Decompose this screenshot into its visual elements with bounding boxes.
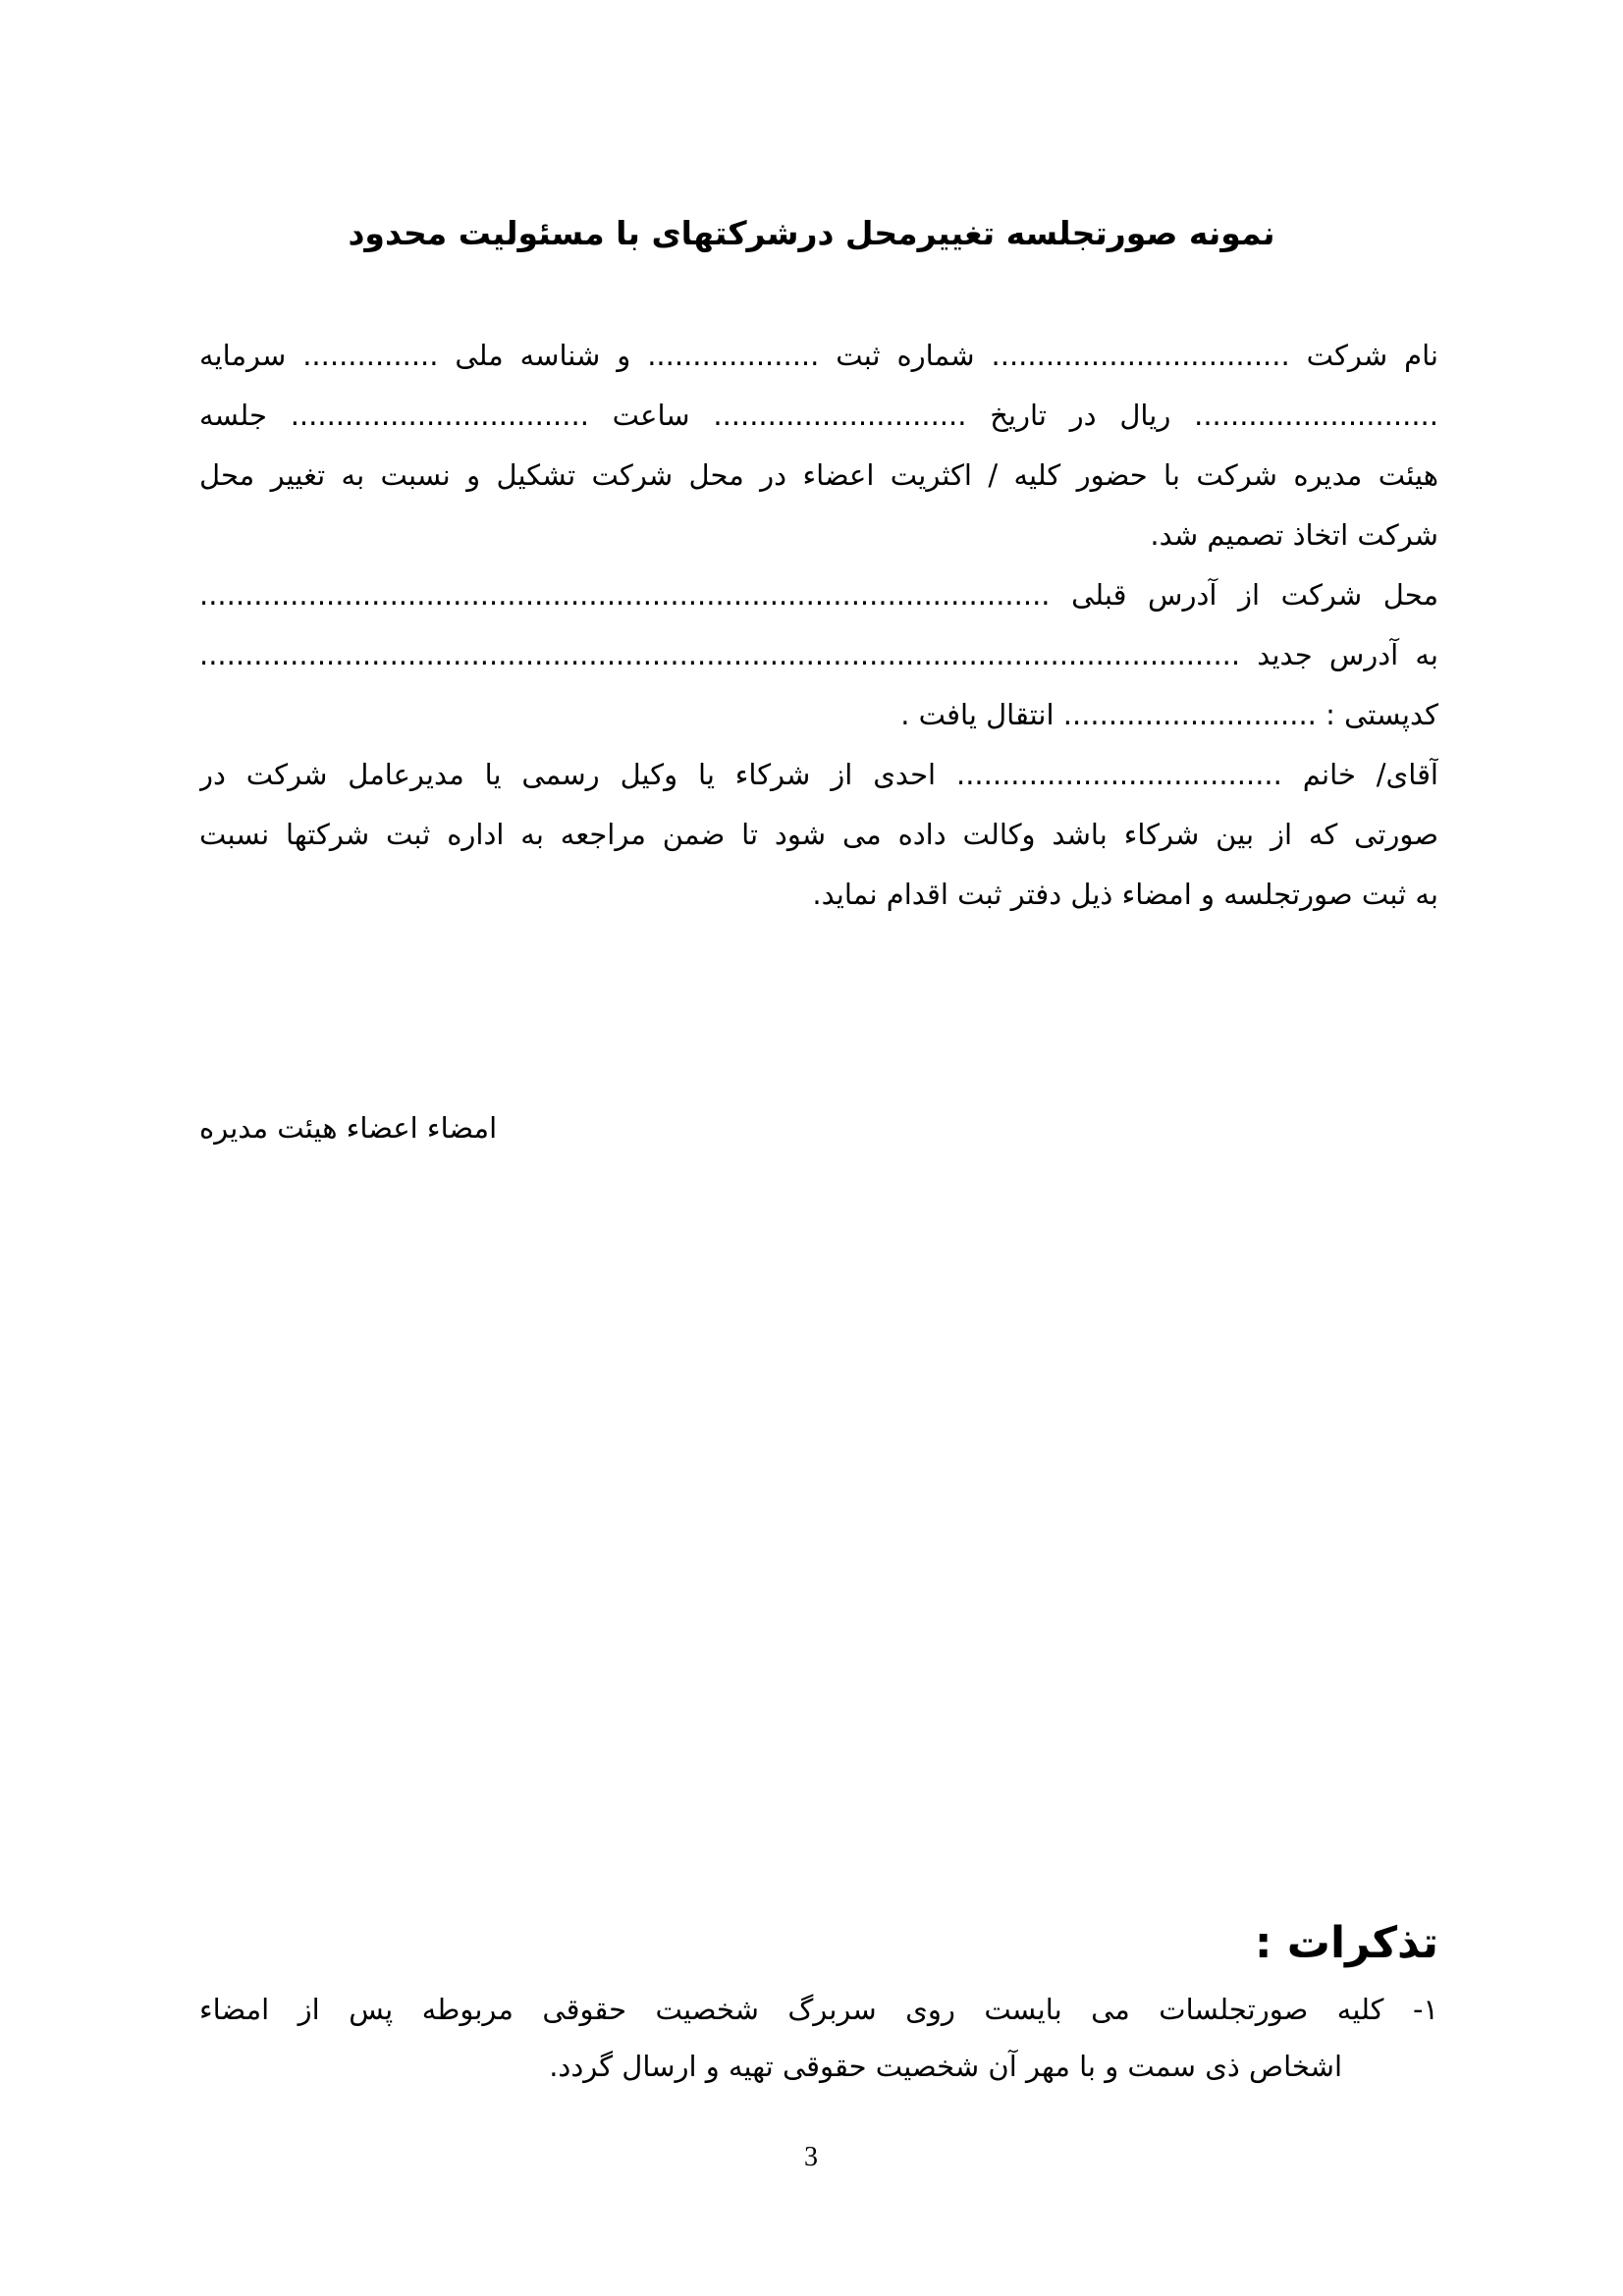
note-item-1-line-1: ۱- کلیه صورتجلسات می بایست روی سربرگ شخصیت حقوقی مربوطه پس از امضاء xyxy=(199,1993,1438,2026)
signature-line: امضاء اعضاء هیئت مدیره xyxy=(199,1111,498,1145)
body-line-decision: شرکت اتخاذ تصمیم شد. xyxy=(1150,518,1438,552)
body-line-previous-address: محل شرکت از آدرس قبلی .............................................................................................. xyxy=(199,578,1438,612)
minutes-body xyxy=(199,326,1438,925)
document-title: نمونه صورتجلسه تغییرمحل درشرکتهای با مسئولیت محدود xyxy=(348,214,1275,252)
body-line-capital-date-time: ........................... ریال در تاریخ ............................ ساعت ................................. جلسه xyxy=(199,399,1438,432)
note-item-1-line-2: اشخاص ذی سمت و با مهر آن شخصیت حقوقی تهیه و ارسال گردد. xyxy=(549,2050,1342,2083)
body-line-registration: به ثبت صورتجلسه و امضاء ذیل دفتر ثبت اقدام نماید. xyxy=(812,878,1438,911)
notes-heading: تذکرات : xyxy=(1254,1918,1438,1968)
body-line-new-address: به آدرس جدید ................................................................................................................... xyxy=(199,638,1438,671)
body-line-company-details: نام شرکت ................................. شماره ثبت ................... و شناسه ملی ............... سرمایه xyxy=(199,339,1438,372)
notes-list xyxy=(199,1981,1438,2095)
body-line-power-of-attorney: صورتی که از بین شرکاء باشد وکالت داده می شود تا ضمن مراجعه به اداره ثبت شرکتها نسبت xyxy=(199,818,1438,851)
body-line-representative: آقای/ خانم .................................... احدی از شرکاء یا وکیل رسمی یا مدیرعامل شرکت در xyxy=(199,758,1438,791)
body-line-board-meeting: هیئت مدیره شرکت با حضور کلیه / اکثریت اعضاء در محل شرکت تشکیل و نسبت به تغییر محل xyxy=(199,458,1438,492)
page-number: 3 xyxy=(804,2142,818,2172)
body-line-postal-code: کدپستی : ............................ انتقال یافت . xyxy=(900,698,1438,731)
